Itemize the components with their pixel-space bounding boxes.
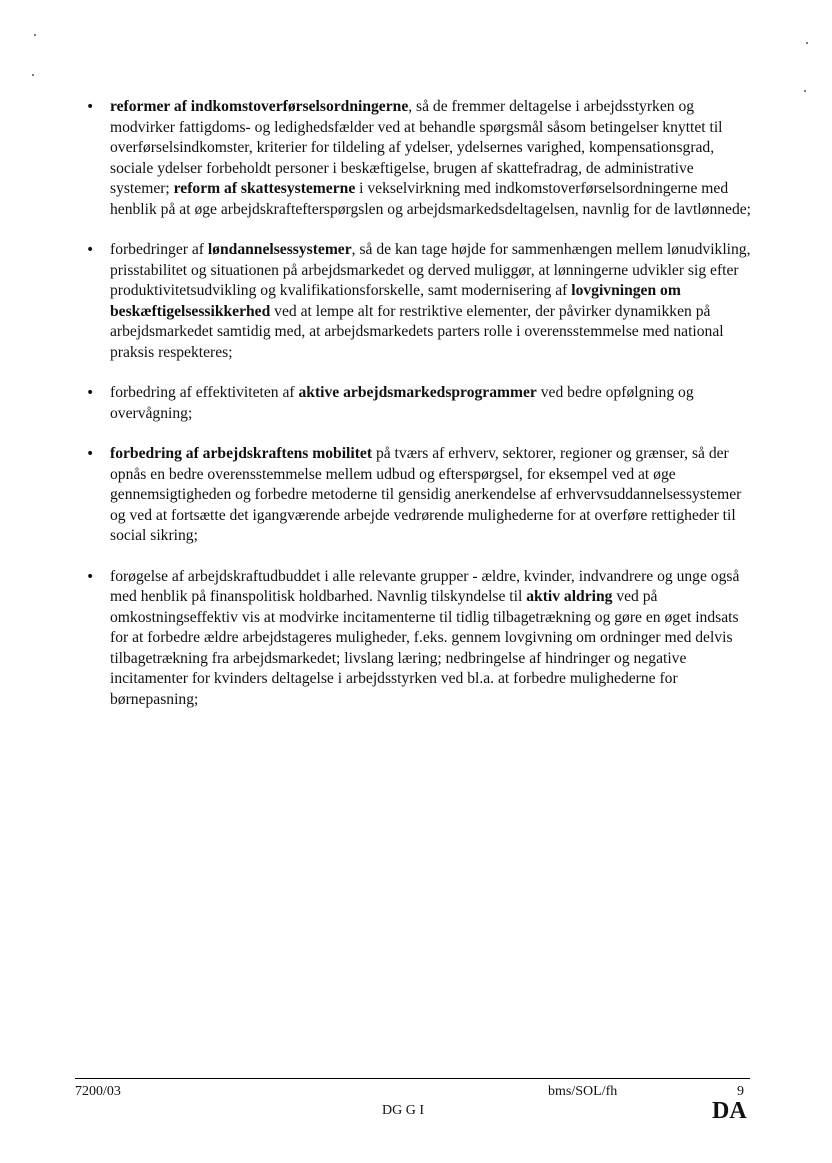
footer-divider (75, 1078, 750, 1079)
bold-term: reformer af indkomstoverførselsordningerne (110, 98, 409, 115)
body-text: forbedringer af (110, 241, 208, 258)
bullet-item (83, 383, 753, 424)
bullet-item (83, 444, 753, 547)
page-number: 9 (737, 1084, 744, 1099)
document-reference: 7200/03 (75, 1084, 121, 1099)
bold-term: lovgivningen om beskæftigelsessikkerhed (110, 282, 681, 320)
bullet-list (83, 97, 753, 730)
bullet-item (83, 240, 753, 363)
bullet-item (83, 97, 753, 220)
scan-speck (806, 42, 808, 44)
bullet-marker: • (86, 99, 95, 115)
body-text: , så de fremmer deltagelse i arbejdsstyrken og modvirker fattigdoms- og ledighedsfælder ved at behandle spørgsmål såsom betingelser knyttet til overførselsindkomster, kriterier for tildeling af ydelser, ydelsernes varighed, kompensationsgrad, sociale ydelser forbeholdt personer i beskæftigelse, brugen af skattefradrag, de administrative systemer; (110, 98, 723, 197)
bold-term: aktiv aldring (526, 588, 613, 605)
body-text: forøgelse af arbejdskraftudbuddet i alle relevante grupper - ældre, kvinder, indvandrere og unge også med henblik på finanspolitisk holdbarhed. Navnlig tilskyndelse til (110, 567, 740, 605)
body-text: forbedring af effektiviteten af (110, 384, 299, 401)
scan-speck (32, 74, 34, 76)
bullet-marker: • (86, 385, 95, 401)
scan-speck (804, 90, 806, 92)
directorate-general: DG G I (382, 1103, 424, 1118)
bullet-marker: • (86, 446, 95, 462)
body-text: ved at lempe alt for restriktive elementer, der påvirker dynamikken på arbejdsmarkedet samtidig med, at arbejdsmarkedets parters rolle i overensstemmelse med national praksis respekteres; (110, 302, 724, 361)
body-text: , så de kan tage højde for sammenhængen mellem lønudvikling, prisstabilitet og situationen på arbejdsmarkedet og derved muliggør, at lønningerne udvikler sig efter produktivitetsudvikling og kvalifikationsforskelle, samt modernisering af (110, 241, 751, 299)
body-text: ved på omkostningseffektiv vis at modvirke incitamenterne til tidlig tilbagetrækning og gøre en øget indsats for at forbedre ældre arbejdstageres muligheder, f.eks. gennem lovgivning om ordninger med delvis tilbagetrækning fra arbejdsmarkedet; livslang læring; nedbringelse af hindringer og negative incitamenter for kvinders deltagelse i arbejdsstyrken ved bl.a. at forbedre mulighederne for børnepasning; (110, 588, 739, 708)
author-initials: bms/SOL/fh (548, 1084, 618, 1099)
bullet-marker: • (86, 568, 95, 585)
body-text: i vekselvirkning med indkomstoverførselsordningerne med henblik på at øge arbejdskraftefterspørgslen og arbejdsmarkedsdeltagelsen, navnlig for de lavtlønnede; (110, 180, 752, 218)
bullet-item (83, 567, 753, 711)
body-text: ved bedre opfølgning og overvågning; (110, 384, 694, 422)
bullet-marker: • (86, 242, 95, 258)
bold-term: reform af skattesystemerne (173, 180, 356, 197)
scan-speck (34, 34, 36, 36)
bold-term: løndannelsessystemer (207, 241, 352, 258)
bold-term: forbedring af arbejdskraftens mobilitet (110, 445, 373, 462)
bold-term: aktive arbejdsmarkedsprogrammer (298, 384, 537, 401)
body-text: på tværs af erhverv, sektorer, regioner og grænser, så der opnås en bedre overensstemmelse mellem udbud og efterspørgsel, for eksempel ved at øge gennemsigtigheden og forbedre metoderne til gensidig anerkendelse af erhvervsuddannelsessystemer og ved at fortsætte det igangværende arbejde vedrørende mulighederne for at overføre rettigheder til social sikring; (110, 445, 742, 544)
language-code: DA (712, 1098, 747, 1124)
